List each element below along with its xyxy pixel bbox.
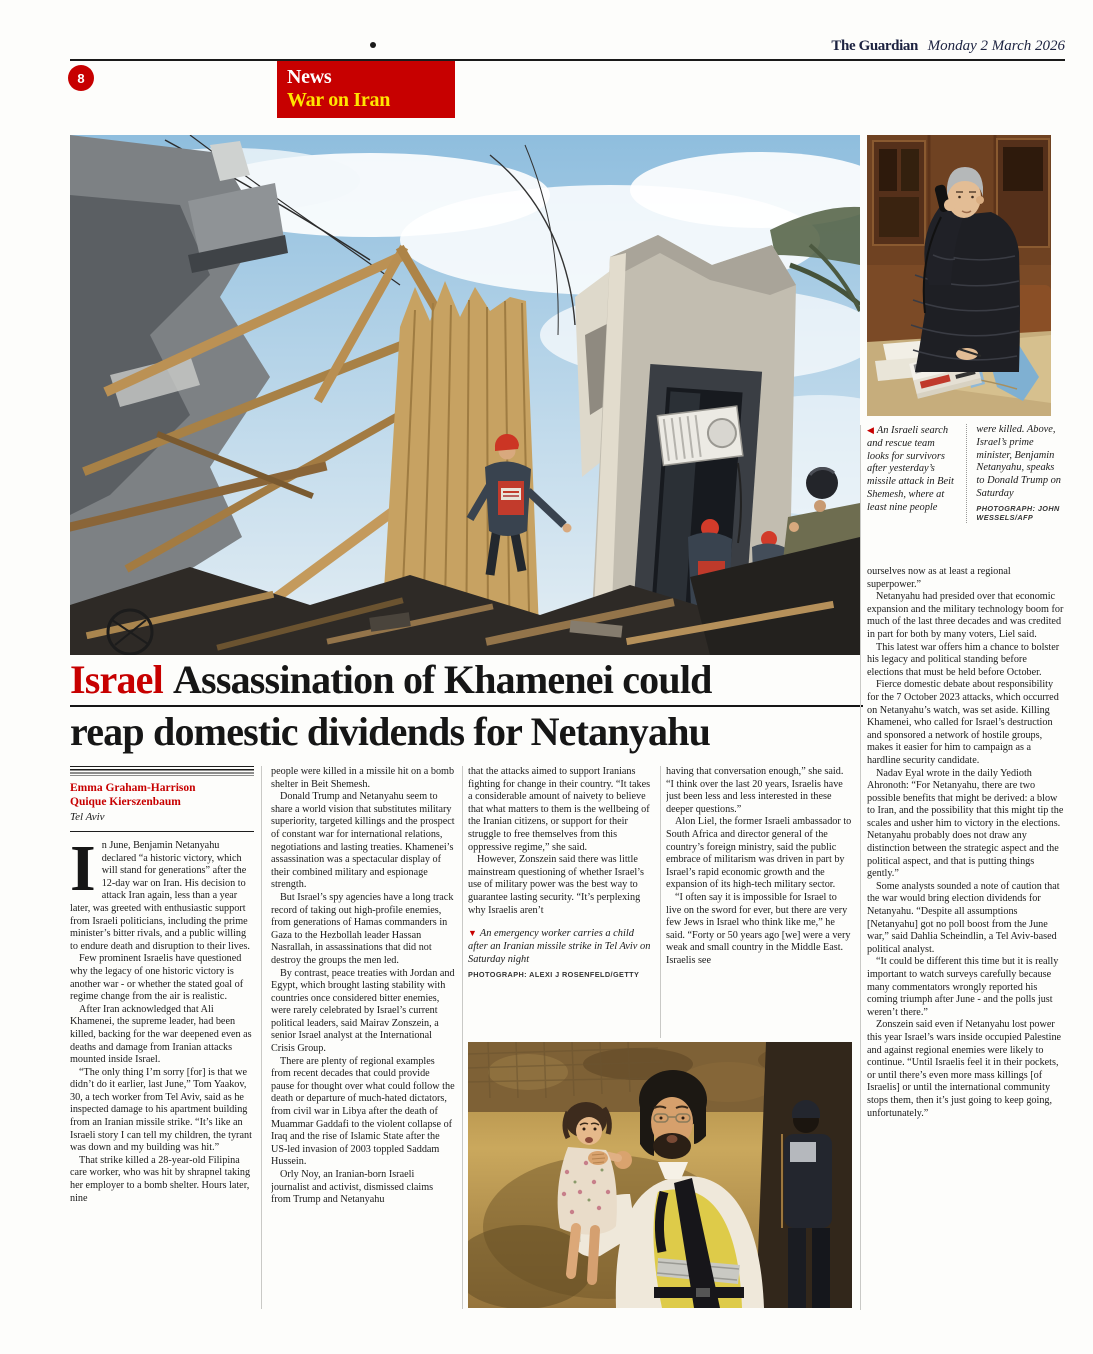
- emergency-worker-child-illustration: [468, 1042, 852, 1308]
- bottom-photo-credit: PHOTOGRAPH: ALEXI J ROSENFELD/GETTY: [468, 969, 640, 979]
- rescue-rubble-illustration: [70, 135, 860, 655]
- headline-line1-text: Assassination of Khamenei could: [172, 657, 712, 702]
- issue-date: Monday 2 March 2026: [927, 38, 1065, 54]
- article-paragraph: This latest war offers him a chance to bolster his legacy and political standing before elections that must be held before October.: [867, 641, 1060, 678]
- sidebar-column: [867, 566, 1064, 1310]
- article-paragraph: Few prominent Israelis have questioned why the legacy of one historic victory is another war - or whether the stated goal of regime change from the air is realistic.: [70, 953, 244, 1003]
- sidebar-caption: [867, 424, 1065, 523]
- caption-text: An Israeli search and rescue team looks for survivors after yesterday’s missile attack in Beit Shemesh, where at least nine people: [867, 425, 954, 513]
- article-paragraph: “It could be different this time but it is really important to watch surveys carefully because many commentators wrongly reported his coming triumph after June - and the polls just weren’t there.”: [867, 956, 1059, 1018]
- byline-author-2: Quique Kierszenbaum: [70, 796, 181, 808]
- article-paragraph: By contrast, peace treaties with Jordan and Egypt, which brought lasting stability with countries once considered bitter enemies, were rarely celebrated by Israel’s current political leaders, said Mairav Zonszein, a senior Israel analyst at the International Crisis Group.: [271, 967, 455, 1055]
- headline-kicker: Israel: [70, 657, 163, 702]
- article-paragraph: But Israel’s spy agencies have a long track record of taking out high-profile enemies, from generations of Hamas commanders in Gaza to the Hezbollah leader Hassan Nasrallah, in assassinations that did not destroy the groups the men led.: [271, 891, 454, 966]
- sidebar-caption-left: [867, 424, 958, 523]
- masthead: [70, 38, 1065, 55]
- article-paragraph: having that conversation enough,” she said. “I think over the last 20 years, Israelis have just been less and less interested in these deeper questions.”: [666, 766, 844, 815]
- article-paragraph: Nadav Eyal wrote in the daily Yedioth Ahronoth: “For Netanyahu, there are two possible benefits that might be derived: a blow to Iran, and the possibility that this might tip the scales and usher him to victory in the elections. Netanyahu probably does not draw any distinction between the strategic aspect and the political aspect, and that is putting things gently.”: [867, 767, 1064, 880]
- headline: [70, 656, 863, 755]
- column-divider: [261, 766, 262, 1309]
- article-paragraph: Fierce domestic debate about responsibility for the 7 October 2023 attacks, which occurred on Netanyahu’s watch, was set aside. Killing Khamenei, who called for Israel’s destruction and sponsored a network of hostile groups, makes it easier for him to campaign as a hardline security candidate.: [867, 679, 1059, 766]
- masthead-title: The Guardian: [831, 38, 918, 54]
- article-paragraph: people were killed in a missile hit on a bomb shelter in Beit Shemesh.: [271, 766, 455, 790]
- article-paragraph: Donald Trump and Netanyahu seem to share a world vision that substitutes military superiority, targeted killings and the prospect of constant war for international relations, negotiations and lasting treaties. Khamenei’s assassination was a spectacular display of their combined military and espionage strength.: [271, 791, 455, 891]
- headline-rule: [70, 705, 863, 707]
- article-paragraph: Orly Noy, an Iranian-born Israeli journalist and activist, dismissed claims from Trump and Netanyahu: [271, 1169, 434, 1206]
- drop-cap: I: [70, 832, 96, 905]
- column-divider: [462, 766, 463, 1309]
- caption-text: An emergency worker carries a child after an Iranian missile strike in Tel Aviv on Saturday night: [468, 928, 651, 965]
- article-paragraph: “I often say it is impossible for Israel to live on the sword for ever, but there are very few Jews in Israel who think like me,” he said. “Forty or 50 years ago [we] were a very weak and small country in the Middle East. Israelis see: [666, 891, 851, 966]
- column-divider: [660, 766, 661, 1038]
- down-triangle-icon: ▼: [468, 928, 477, 939]
- section-topic-label: War on Iran: [287, 89, 391, 111]
- netanyahu-phone-illustration: [867, 135, 1051, 416]
- headline-line2: reap domestic dividends for Netanyahu: [70, 709, 711, 754]
- left-triangle-icon: ◀: [867, 425, 874, 435]
- byline-end-rule: [70, 831, 254, 832]
- emergency-worker-child-photo: [468, 1042, 852, 1308]
- article-paragraph: In June, Benjamin Netanyahu declared “a historic victory, which will stand for generations” after the 12-day war on Iran. His decision to attack Iran again, less than a year later, was greeted with enthusiastic support from Israeli politicians, including the prime minister’s bitter rivals, and a public willing to endure death and disruption to their lives.: [70, 832, 250, 952]
- rescue-rubble-photo: [70, 135, 860, 655]
- article-paragraph: “The only thing I’m sorry [for] is that we didn’t do it earlier, last June,” Tom Yaakov, 30, a tech worker from Tel Aviv, said as he inspected damage to his apartment building from an Iranian missile strike. “It’s like an Israeli story I can tell my children, the tyrant was down and my building was hit.”: [70, 1066, 252, 1154]
- byline-rules: [70, 766, 254, 776]
- section-box: [277, 61, 455, 118]
- page-number-badge: 8: [68, 65, 94, 91]
- sidebar-caption-right: [966, 424, 1065, 523]
- caption-text: were killed. Above, Israel’s prime minister, Benjamin Netanyahu, speaks to Donald Trump on Saturday: [976, 424, 1062, 499]
- article-paragraph: That strike killed a 28-year-old Filipina care worker, who was hit by shrapnel taking her employer to a bomb shelter. Hours later, nine: [70, 1154, 251, 1204]
- article-column-3: [468, 766, 653, 1038]
- bottom-photo-caption: [468, 927, 653, 966]
- article-paragraph: However, Zonszein said there was little mainstream questioning of whether Israel’s use of military power was the best way to guarantee lasting security. “It’s perplexing why Israelis aren’t: [468, 854, 644, 916]
- byline-author-1: Emma Graham-Harrison: [70, 782, 196, 794]
- article-paragraph: There are plenty of regional examples from recent decades that could provide pause for thought over what could follow the death or departure of much-hated dictators, from civil war in Libya after the death of Muammar Gaddafi to the violent collapse of Iraq and the rise of Islamic State after the US-led invasion of 2003 toppled Saddam Hussein.: [271, 1055, 455, 1168]
- article-paragraph: Some analysts sounded a note of caution that the war would bring election dividends for Netanyahu. “Despite all assumptions [Netanyahu] got no poll boost from the June war,” said Dahlia Scheindlin, a Tel Aviv-based political analyst.: [867, 880, 1060, 955]
- article-paragraph: Zonszein said even if Netanyahu lost power this year Israel’s wars inside occupied Palestine and against regional enemies were likely to continue. “Until Israelis feel it in their pockets, or until there’s even more mass killings [of Israelis] or until the international community stops them, then it’s just going to keep going, unfortunately.”: [867, 1019, 1062, 1119]
- article-column-4: [666, 766, 852, 1038]
- article-paragraph: After Iran acknowledged that Ali Khamenei, the supreme leader, had been killed, backing for the war deepened even as deaths and damage from Iranian attacks mounted inside Israel.: [70, 1003, 252, 1066]
- byline-location: Tel Aviv: [70, 811, 105, 823]
- sidebar-divider: [860, 425, 861, 1310]
- article-column-1: [70, 766, 254, 1309]
- article-paragraph: ourselves now as at least a regional superpower.”: [867, 566, 1011, 590]
- article-column-2: [271, 766, 455, 1309]
- headline-line1: [70, 656, 863, 703]
- section-label: News: [287, 66, 332, 88]
- article-paragraph: Netanyahu had presided over that economic expansion and the military technology boom for much of the last three decades and was credited in part for both by many voters, Liel said.: [867, 591, 1064, 640]
- article-paragraph: that the attacks aimed to support Iranians fighting for change in their country. “It takes a considerable amount of naivety to believe that what matters to them is the wellbeing of the Iranian citizens, or support for their struggle to free themselves from this oppressive regime,” she said.: [468, 766, 651, 853]
- article-paragraph: Alon Liel, the former Israeli ambassador to South Africa and director general of the country’s foreign ministry, said the public embrace of militarism was driven in part by Israel’s rapid economic growth and the expansion of its high-tech military sector.: [666, 816, 852, 891]
- sidebar-photo-credit: PHOTOGRAPH: JOHN WESSELS/AFP: [976, 503, 1060, 523]
- header-rule: [70, 59, 1065, 61]
- netanyahu-phone-photo: [867, 135, 1051, 416]
